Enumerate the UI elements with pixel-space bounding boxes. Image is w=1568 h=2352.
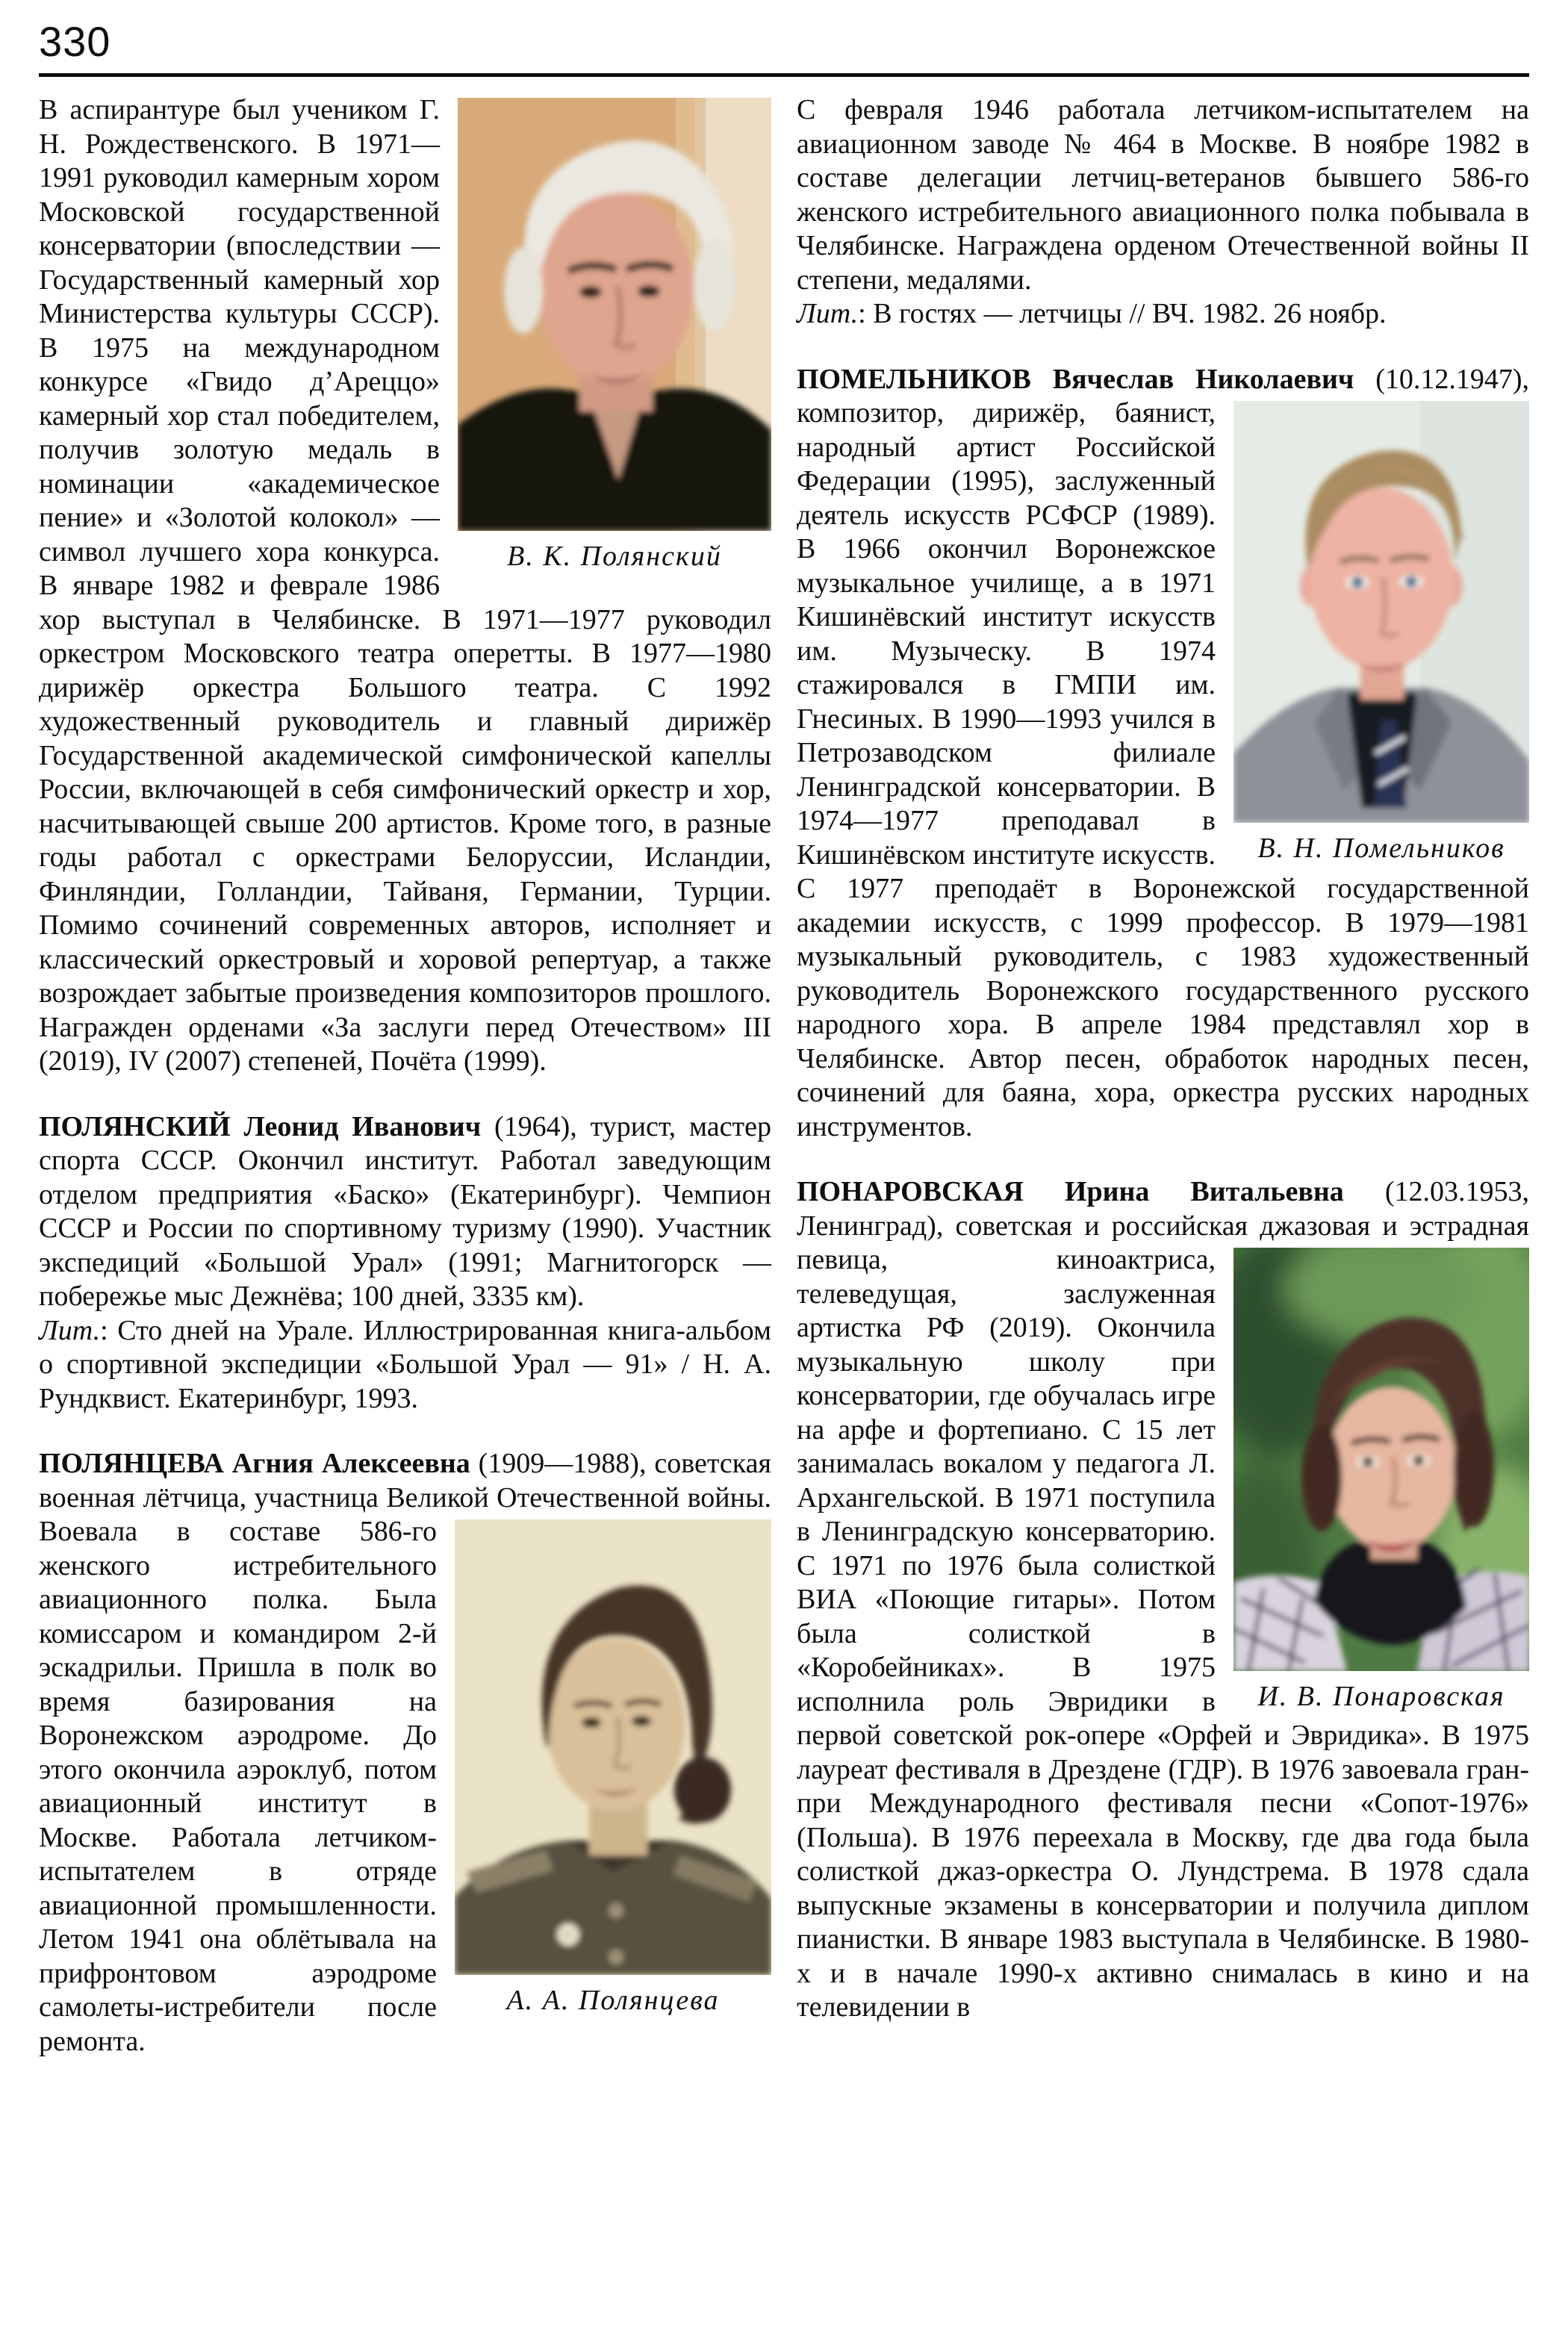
right-column xyxy=(797,93,1529,2059)
polyansky-vk-figure xyxy=(458,98,771,573)
pomelnikov-figure xyxy=(1233,401,1529,865)
entry-headword: ПОЛЯНЦЕВА Агния Алексеевна xyxy=(39,1448,470,1479)
pomelnikov-photo xyxy=(1233,401,1529,823)
entry-polyantseva-lit xyxy=(797,297,1529,332)
entry-intro: (12.03.1953, Ленинград), советская и российская джазовая и xyxy=(797,1176,1529,1242)
polyantseva-photo xyxy=(455,1519,771,1975)
entry-text: (1964), турист, мастер спорта СССР. Окончил институт. Работал заведующим отделом предприятия «Баско» (Екатеринбург). Чемпион СССР и России по спортивному туризму (1990). Участник экспедиций «Большой Урал» (1991; Магнитогорск — побережье мыс Дежнёва; 100 дней, 3335 км). xyxy=(39,1110,771,1312)
header-rule xyxy=(39,73,1529,77)
polyantseva-figure xyxy=(455,1519,771,2017)
entry-headword: ПОМЕЛЬНИКОВ Вячеслав Николаевич xyxy=(797,363,1354,395)
entry-polyantseva xyxy=(39,1447,771,2059)
entry-polyantseva-continuation xyxy=(797,93,1529,297)
entry-polyansky-leonid xyxy=(39,1110,771,1314)
entry-ponarovskaya xyxy=(797,1175,1529,2025)
entry-pomelnikov xyxy=(797,363,1529,1145)
polyansky-vk-photo xyxy=(458,98,771,531)
entry-rest: эстрадная певица, киноактриса, телеведущая, заслуженная артистка РФ (2019). Окончила музыкальную школу при консерватории, где обучалась игре на арфе и фортепиано. С 15 лет занималась вокалом у педагога Л. Архангельской. В 1971 поступила в Ленинградскую консерваторию. С 1971 по 1976 была солисткой ВИА «Поющие гитары». Потом была солисткой в «Коробейниках». В 1975 исполнила роль Эвридики в первой советской рок-опере «Орфей и Эвридика». В 1975 лауреат фестиваля в Дрездене (ГДР). В 1976 завоевала гран-при Международного фестиваля песни «Сопот-1976» (Польша). В 1976 переехала в Москву, где два года была солисткой джаз-оркестра О. Лундстрема. В 1978 сдала выпускные экзамены в консерватории и получила диплом пианистки. В январе 1983 выступала в Челябинске. В 1980-х и в начале 1990-х активно снималась в кино и на телевидении в xyxy=(797,1210,1529,2023)
photo-caption: А. А. Полянцева xyxy=(506,1985,720,2016)
lit-label: Лит. xyxy=(39,1314,101,1346)
photo-caption: И. В. Понаровская xyxy=(1257,1681,1505,1712)
entry-polyansky-vk-continuation xyxy=(39,93,771,1079)
entry-rest: Отечественной войны. Воевала в составе 586-го женского истребительного авиационного полка. Была комиссаром и командиром 2-й эскадрильи. Пришла в полк во время базирования на Воронежском аэродроме. До этого окончила аэроклуб, потом авиационный институт в Москве. Работала летчиком-испытателем в отряде авиационной промышленности. Летом 1941 она облётывала на прифронтовом аэродроме самолеты-истребители после ремонта. xyxy=(39,1481,771,2057)
entry-rest: народный артист Российской Федерации (1995), заслуженный деятель искусств РСФСР (1989). В 1966 окончил Воронежское музыкальное училище, а в 1971 Кишинёвский институт искусств им. Музыческу. В 1974 стажировался в ГМПИ им. Гнесиных. В 1990—1993 учился в Петрозаводском филиале Ленинградской консерватории. В 1974—1977 преподавал в Кишинёвском институте искусств. С 1977 преподаёт в Воронежской государственной академии искусств, с 1999 профессор. В 1979—1981 музыкальный руководитель, с 1983 художественный руководитель Воронежского государственного русского народного хора. В апреле 1984 представлял хор в Челябинске. Автор песен, обработок народных песен, сочинений для баяна, хора, оркестра русских народных инструментов. xyxy=(797,431,1529,1142)
ponarovskaya-figure xyxy=(1233,1248,1529,1713)
entry-intro: (10.12.1947), композитор, дирижёр, баянист, xyxy=(797,363,1530,429)
two-column-layout xyxy=(39,93,1529,2059)
entry-text: С февраля 1946 работала летчиком-испытателем на авиационном заводе № 464 в Москве. В ноябре 1982 в составе делегации летчиц-ветеранов бывшего 586-го женского истребительного авиационного полка побывала в Челябинске. Награждена орденом Отечественной войны II степени, медалями. xyxy=(797,94,1529,296)
lit-text: : Сто дней на Урале. Иллюстрированная книга-альбом о спортивной экспедиции «Большой Урал — 91» / Н. А. Рундквист. Екатеринбург, 1993. xyxy=(39,1314,771,1414)
entry-intro: (1909—1988), советская военная лётчица, участница Великой xyxy=(39,1448,771,1513)
left-column xyxy=(39,93,771,2059)
entry-headword: ПОНАРОВСКАЯ Ирина Витальевна xyxy=(797,1176,1344,1207)
lit-label: Лит. xyxy=(797,298,859,329)
entry-headword: ПОЛЯНСКИЙ Леонид Иванович xyxy=(39,1110,482,1142)
page-number: 330 xyxy=(39,18,111,65)
photo-caption: В. Н. Помельников xyxy=(1257,833,1505,864)
entry-polyansky-leonid-lit xyxy=(39,1314,771,1416)
ponarovskaya-photo xyxy=(1233,1248,1529,1671)
entry-text: В аспирантуре был учеником Г. Н. Рождественского. В 1971—1991 руководил камерным хором Московской государственной консерватории (впоследствии — Государственный камерный хор Министерства культуры СССР). В 1975 на международном конкурсе «Гвидо д’Ареццо» камерный хор стал победителем, получив золотую медаль в номинации «академическое пение» и «Золотой колокол» — символ лучшего хора конкурса. В январе 1982 и феврале 1986 хор выступал в Челябинске. В 1971—1977 руководил оркестром Московского театра оперетты. В 1977—1980 дирижёр оркестра Большого театра. С 1992 художественный руководитель и главный дирижёр Государственной академической симфонической капеллы России, включающей в себя симфонический оркестр и хор, насчитывающей свыше 200 артистов. Кроме того, в разные годы работал с оркестрами Белоруссии, Исландии, Финляндии, Голландии, Тайваня, Германии, Турции. Помимо сочинений современных авторов, исполняет и классический оркестровый и хоровой репертуар, а также возрождает забытые произведения композиторов прошлого. Награжден орденами «За заслуги перед Отечеством» III (2019), IV (2007) степеней, Почёта (1999). xyxy=(39,94,771,1077)
photo-caption: В. К. Полянский xyxy=(507,541,722,572)
lit-text: : В гостях — летчицы // ВЧ. 1982. 26 ноябр. xyxy=(858,298,1387,329)
